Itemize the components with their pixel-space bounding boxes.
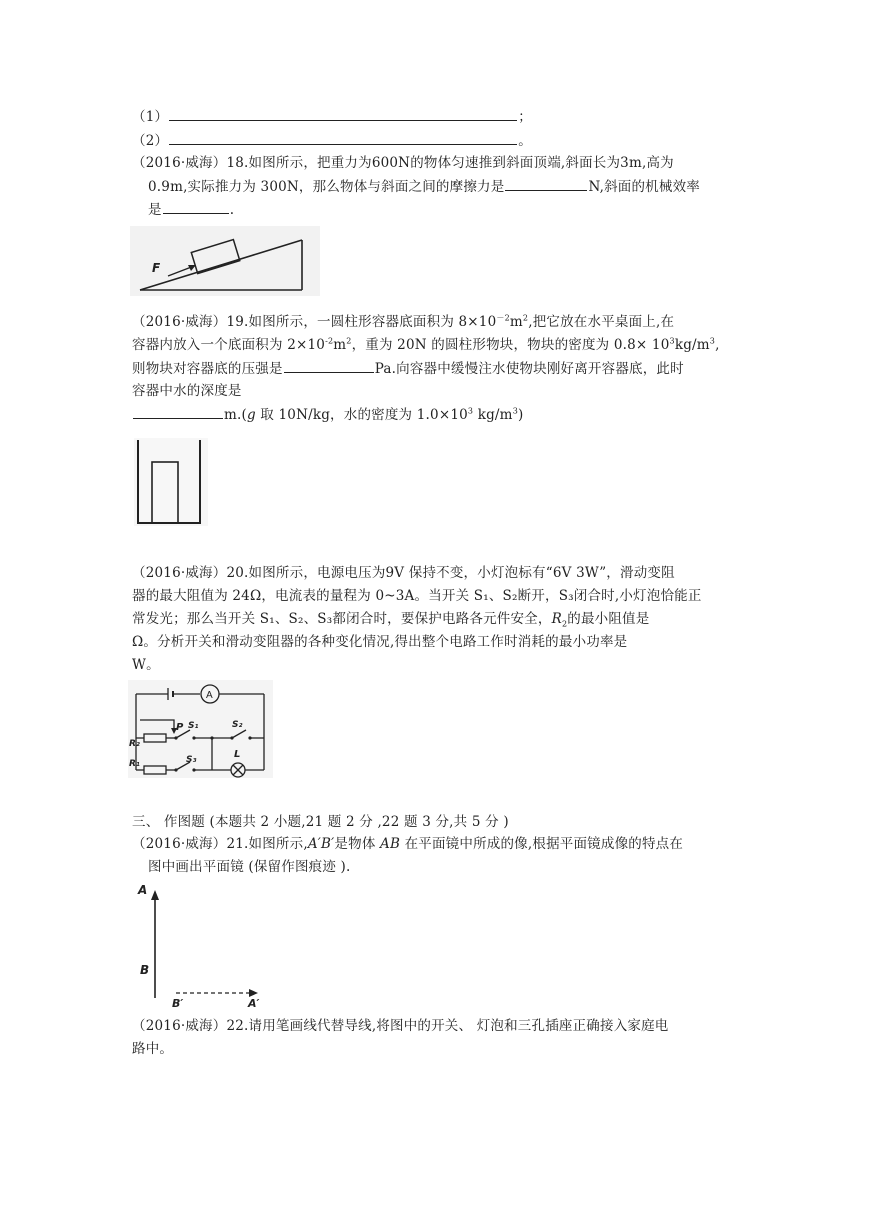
label-S2: S₂ [232,720,243,730]
q18-blank-friction[interactable] [505,176,587,191]
label-F: F [152,261,161,275]
container-figure [134,438,208,526]
incline-figure [130,226,320,296]
q18-line-3: 是 . [148,199,234,220]
label-A: A [138,883,148,897]
q19-blank-pressure[interactable] [284,358,374,373]
q19-line-1: （2016·威海）19.如图所示，一圆柱形容器底面积为 $8\times 10^{-2}m^2$,把它放在水平桌面上,在 [132,313,675,330]
figure-background [134,438,208,526]
label-ammeter: A [206,690,213,701]
image-arrowhead [249,989,258,997]
label-L: L [234,749,241,760]
label-B-image: B′ [172,997,184,1010]
label-A-image: A′ [248,997,260,1010]
q19-line-3: 则物块对容器底的压强是 Pa.向容器中缓慢注水使物块刚好离开容器底，此时 [132,358,684,379]
q19-blank-depth[interactable] [133,404,223,419]
section-3-title: 三、 作图题 (本题共 2 小题,21 题 2 分 ,22 题 3 分,共 5 分 ) [132,814,509,830]
q18-blank-efficiency[interactable] [163,199,229,214]
q21-line-1: （2016·威海）21.如图所示,A′B′是物体 AB 在平面镜中所成的像,根据平面镜成像的特点在 [132,836,684,852]
q19-line-4: 容器中水的深度是 [132,383,242,399]
q19-line-2: 容器内放入一个底面积为 $2\times 10^{-2}m^2$，重为 20N 的圆柱形物块，物块的密度为 $0.8\times 10^3kg/m^3$, [132,336,720,353]
q20-line-3: 常发光；那么当开关 S₁、S₂、S₃都闭合时，要保护电路各元件安全，$R_2$的最小阻值是 [132,611,650,629]
q20-line-5: W。 [132,657,160,673]
q20-line-4: Ω。分析开关和滑动变阻器的各种变化情况,得出整个电路工作时消耗的最小功率是 [132,634,628,650]
q19-line-5: m.(g 取 10N/kg，水的密度为 $1.0\times 10^3$ $kg/m^3$) [132,404,523,425]
label-S3: S₃ [186,755,197,765]
q22-line-1: （2016·威海）22.请用笔画线代替导线,将图中的开关、 灯泡和三孔插座正确接入家庭电 [132,1018,669,1034]
label-B: B [140,963,150,977]
circuit-figure [128,680,273,778]
q22-line-2: 路中。 [132,1041,174,1057]
mirror-figure [132,882,282,1010]
q18-line-1: （2016·威海）18.如图所示，把重力为600N的物体匀速推到斜面顶端,斜面长为3m,高为 [132,155,674,171]
q21-line-2: 图中画出平面镜 (保留作图痕迹 ). [148,859,351,875]
answer-line-2: （2） 。 [132,130,532,151]
label-P: P [176,722,184,733]
answer-line-1: （1） ； [132,106,532,127]
object-arrowhead [151,890,159,900]
answer-blank-2[interactable] [169,130,517,145]
answer-blank-1[interactable] [169,106,517,121]
label-R1: R₁ [129,759,140,769]
label-S1: S₁ [188,721,199,731]
label-R2: R₂ [129,739,140,749]
q20-line-2: 器的最大阻值为 24Ω，电流表的量程为 0~3A。当开关 S₁、S₂断开，S₃闭合时,小灯泡恰能正 [132,588,702,604]
q20-line-1: （2016·威海）20.如图所示，电源电压为9V 保持不变，小灯泡标有“6V 3W”，滑动变阻 [132,565,675,581]
q18-line-2: 0.9m,实际推力为 300N，那么物体与斜面之间的摩擦力是 N,斜面的机械效率 [148,176,700,197]
